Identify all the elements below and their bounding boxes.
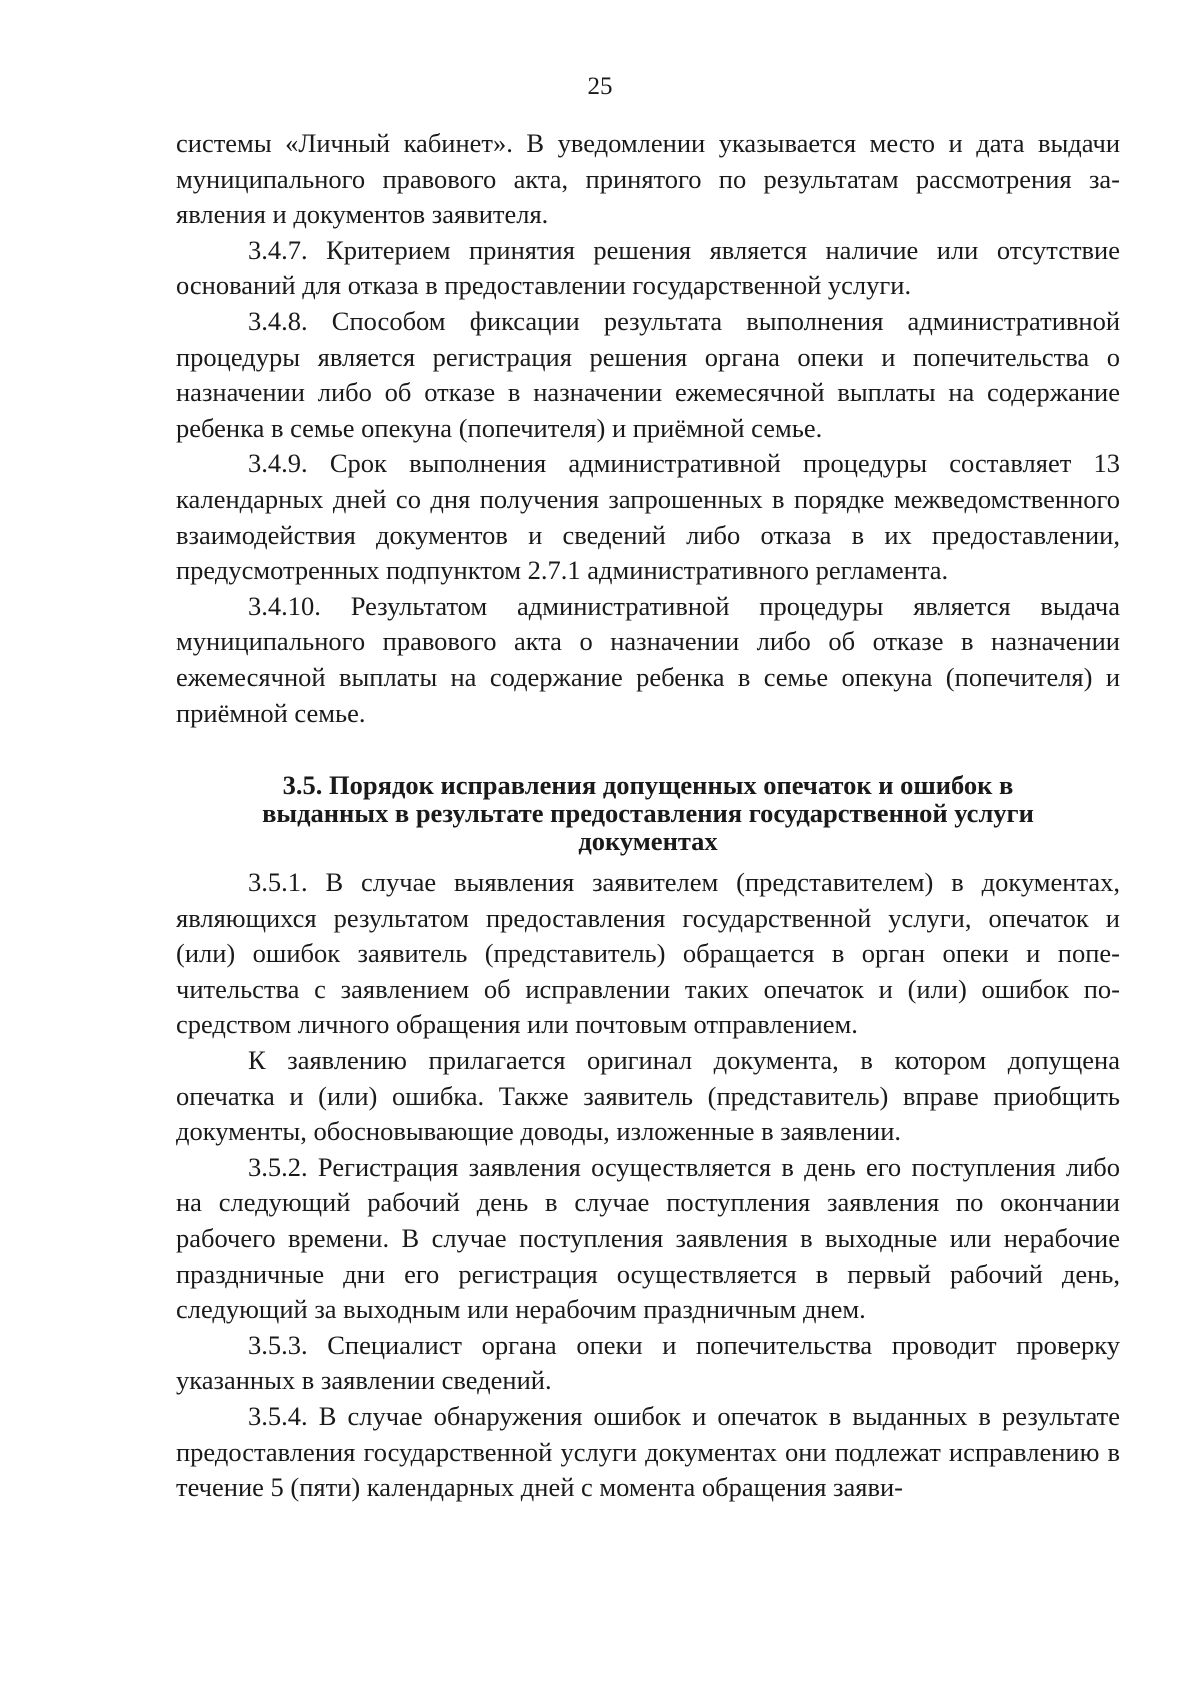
- paragraph-3-4-7: 3.4.7. Критерием принятия решения является наличие или отсутствие оснований для отказа в предоставлении государственной услуги.: [176, 234, 1120, 301]
- paragraph-3-4-9: 3.4.9. Срок выполнения административной процедуры составляет 13 календарных дней со дня получения запрошенных в порядке межведомственного взаимодействия документов и сведений либо отказа в их предоставлении, предусмотренных подпунктом 2.7.1 административного регламента.: [176, 448, 1120, 586]
- page-number: 25: [587, 73, 613, 100]
- section-heading-line: выданных в результате предоставления государственной услуги: [262, 798, 1034, 829]
- paragraph-continuation: системы «Личный кабинет». В уведомлении указывается место и дата выдачи муниципального правового акта, принятого по результатам рассмотрения заявления и документов заявителя.: [176, 128, 1120, 230]
- paragraph-3-5-2: 3.5.2. Регистрация заявления осуществляется в день его поступления либо на следующий рабочий день в случае поступления заявления по окончании рабочего времени. В случае поступления заявления в выходные или нерабочие праздничные дни его регистрация осуществляется в первый рабочий день, следующий за выходным или нерабочим праздничным днем.: [176, 1151, 1120, 1325]
- paragraph-3-5-3: 3.5.3. Специалист органа опеки и попечительства проводит проверку указанных в заявлении сведений.: [176, 1329, 1120, 1396]
- section-heading-line: 3.5. Порядок исправления допущенных опечаток и ошибок в: [282, 770, 1014, 801]
- paragraph-3-5-1: 3.5.1. В случае выявления заявителем (представителем) в документах, являющихся результатом предоставления государственной услуги, опечаток и (или) ошибок заявитель (представитель) обращается в орган опеки и попечительства с заявлением об исправлении таких опечаток и (или) ошибок посредством личного обращения или почтовым отправлением.: [176, 867, 1120, 1040]
- document-body: [176, 126, 1120, 1506]
- paragraph-3-5-4: 3.5.4. В случае обнаружения ошибок и опечаток в выданных в результате предоставления государственной услуги документах они подлежат исправлению в течение 5 (пяти) календарных дней с момента обращения заяви-: [176, 1401, 1120, 1503]
- section-heading-3-5: [216, 771, 1080, 855]
- paragraph-3-4-10: 3.4.10. Результатом административной процедуры является выдача муниципального правового акта о назначении либо об отказе в назначении ежемесячной выплаты на содержание ребенка в семье опекуна (попечителя) и приёмной семье.: [176, 590, 1120, 728]
- section-heading-line: документах: [578, 826, 718, 857]
- paragraph-3-4-8: 3.4.8. Способом фиксации результата выполнения административной процедуры является регистрация решения органа опеки и попечительства о назначении либо об отказе в назначении ежемесячной выплаты на содержание ребенка в семье опекуна (попечителя) и приёмной семье.: [176, 305, 1120, 443]
- paragraph-attachment: К заявлению прилагается оригинал документа, в котором допущена опечатка и (или) ошибка. Также заявитель (представитель) вправе приобщить документы, обосновывающие доводы, изложенные в заявлении.: [176, 1045, 1120, 1147]
